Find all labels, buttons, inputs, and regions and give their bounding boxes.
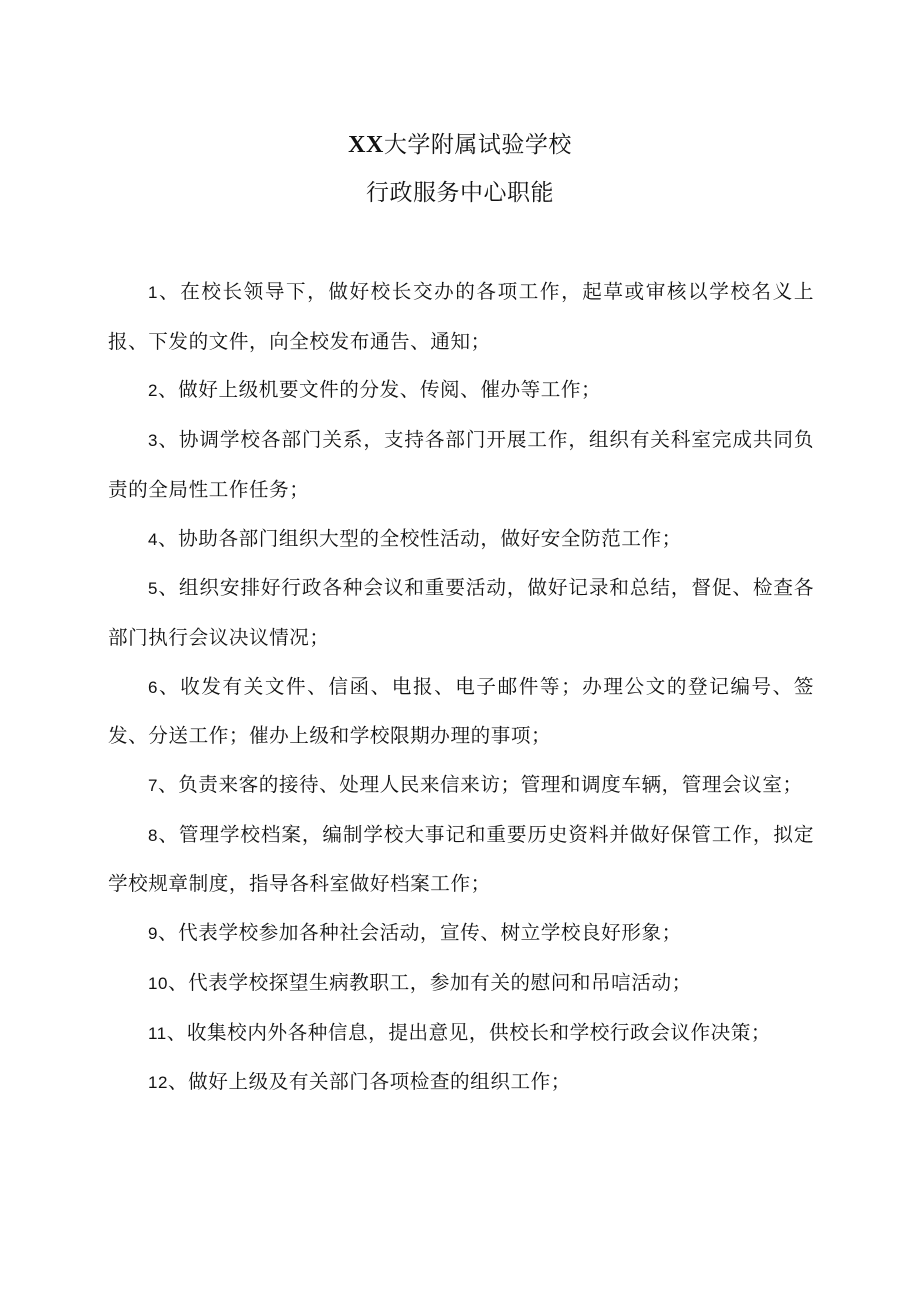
- item-text: 、做好上级及有关部门各项检查的组织工作；: [168, 1070, 571, 1094]
- item-number: 7: [148, 776, 159, 796]
- title-block: [0, 128, 920, 210]
- item-number: 11: [148, 1023, 167, 1043]
- item-text: 、做好上级机要文件的分发、传阅、催办等工作；: [158, 378, 602, 402]
- item-text: 、收发有关文件、信函、电报、电子邮件等；办理公文的登记编号、签发、分送工作；催办上级和学校限期办理的事项；: [108, 674, 814, 748]
- item-number: 3: [148, 431, 159, 451]
- duty-list: [108, 268, 814, 1108]
- duty-item: [108, 761, 814, 811]
- item-number: 9: [148, 924, 159, 944]
- item-text: 、代表学校参加各种社会活动，宣传、树立学校良好形象；: [158, 921, 682, 945]
- item-text: 、协调学校各部门关系，支持各部门开展工作，组织有关科室完成共同负责的全局性工作任务；: [108, 428, 814, 501]
- item-text: 、负责来客的接待、处理人民来信来访；管理和调度车辆，管理会议室；: [158, 773, 803, 797]
- duty-item: [108, 564, 814, 662]
- item-number: 8: [148, 825, 159, 845]
- duty-item: [108, 811, 814, 909]
- item-number: 12: [148, 1073, 169, 1093]
- item-number: 10: [148, 973, 169, 993]
- duty-item: [108, 959, 814, 1009]
- duty-item: [108, 1009, 814, 1059]
- duty-item: [108, 416, 814, 514]
- item-number: 1: [148, 283, 159, 302]
- duty-item: [108, 909, 814, 959]
- item-text: 、在校长领导下，做好校长交办的各项工作，起草或审核以学校名义上报、下发的文件，向全校发布通告、通知；: [108, 280, 814, 353]
- item-text: 、协助各部门组织大型的全校性活动，做好安全防范工作；: [158, 526, 682, 550]
- item-text: 、管理学校档案，编制学校大事记和重要历史资料并做好保管工作，拟定学校规章制度，指导各科室做好档案工作；: [108, 822, 814, 896]
- item-number: 5: [148, 579, 159, 599]
- title-prefix: XX: [348, 132, 384, 158]
- duty-item: [108, 663, 814, 761]
- duty-item: [108, 268, 814, 366]
- document-subtitle: 行政服务中心职能: [366, 180, 554, 206]
- document-title: [0, 128, 920, 162]
- title-text: 大学附属试验学校: [383, 132, 572, 158]
- duty-item: [108, 366, 814, 416]
- item-text: 、组织安排好行政各种会议和重要活动，做好记录和总结，督促、检查各部门执行会议决议情况；: [108, 576, 814, 649]
- duty-item: [108, 515, 814, 565]
- item-text: 、代表学校探望生病教职工，参加有关的慰问和吊唁活动；: [168, 970, 692, 994]
- item-number: 4: [148, 529, 159, 549]
- item-number: 2: [148, 381, 159, 401]
- duty-item: [108, 1058, 814, 1108]
- item-text: 、收集校内外各种信息，提出意见，供校长和学校行政会议作决策；: [166, 1020, 772, 1044]
- item-number: 6: [148, 677, 159, 697]
